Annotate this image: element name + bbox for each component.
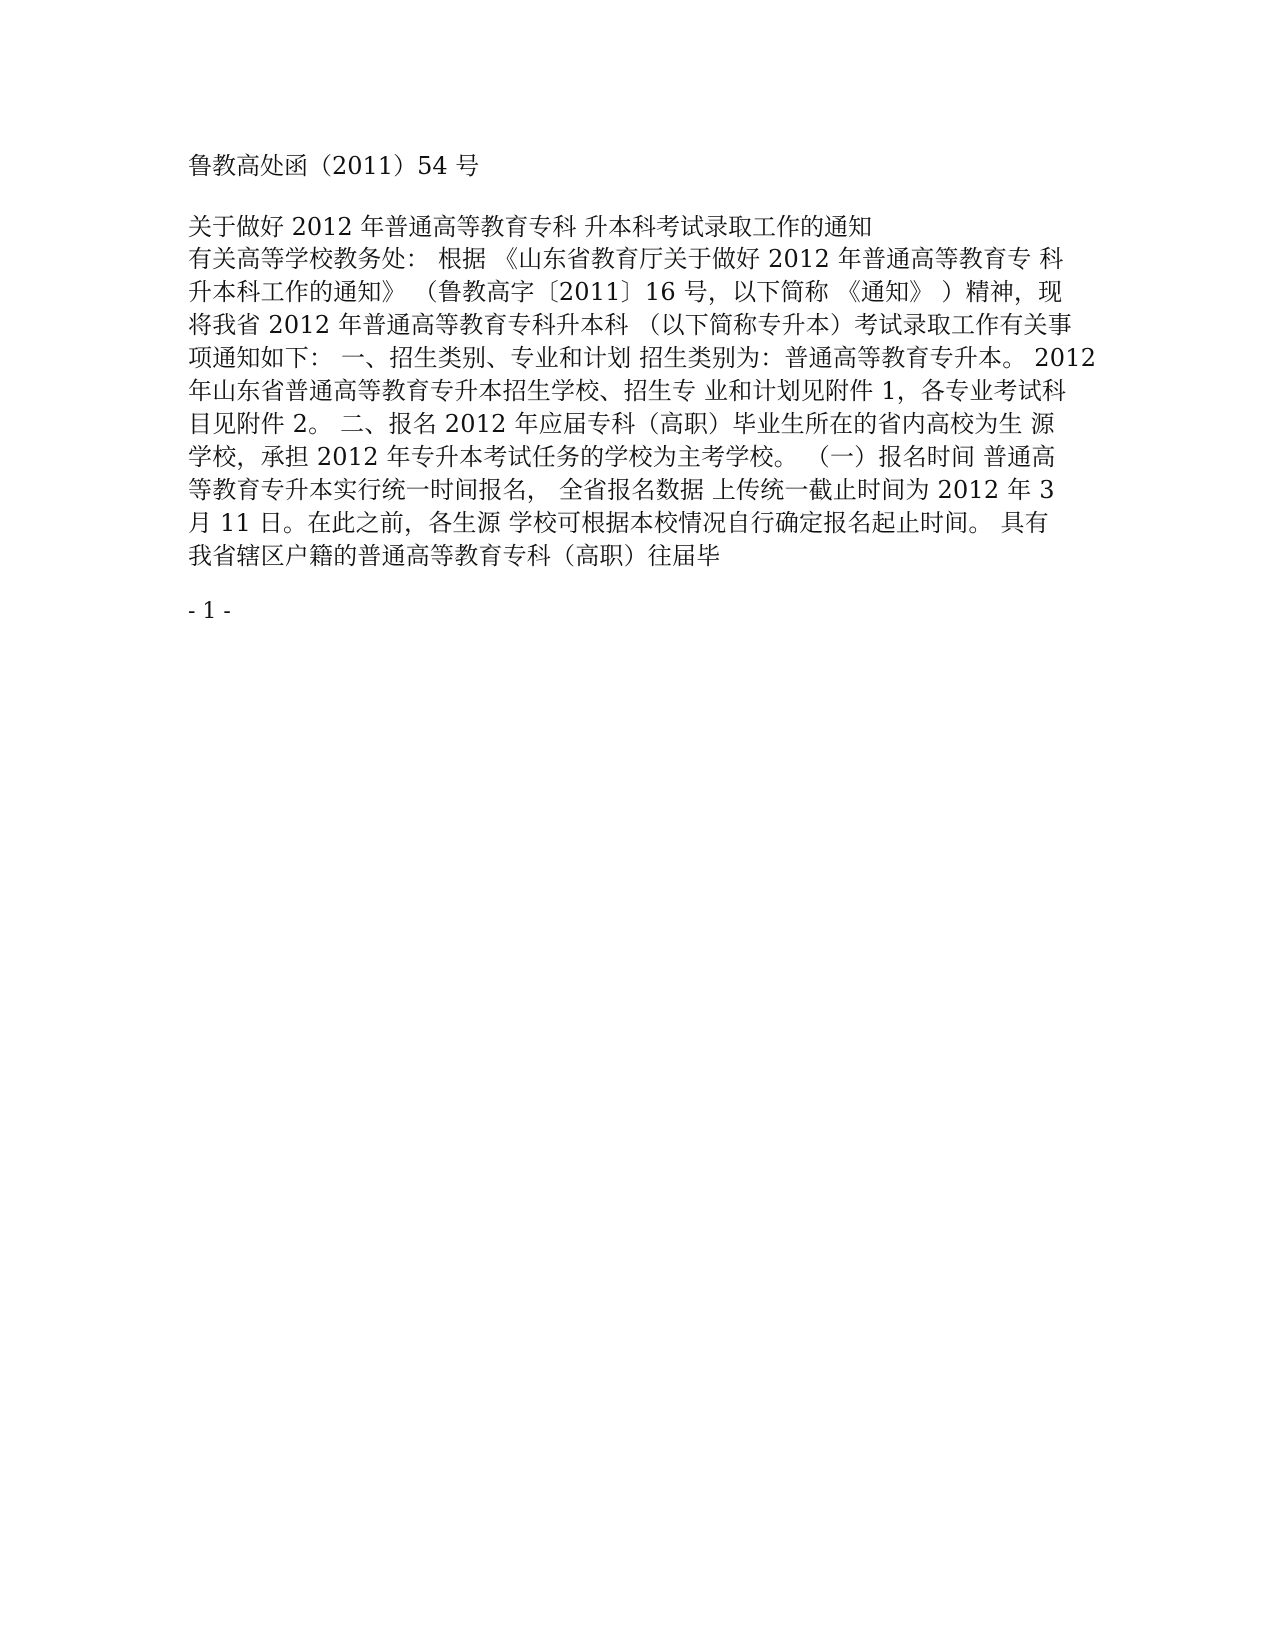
body-line: 有关高等学校教务处： 根据 《山东省教育厅关于做好 2012 年普通高等教育专 科 (188, 245, 1064, 273)
body-line: 等教育专升本实行统一时间报名， 全省报名数据 上传统一截止时间为 2012 年 3 (188, 476, 1055, 504)
document-body (188, 243, 1108, 573)
body-line: 年山东省普通高等教育专升本招生学校、招生专 业和计划见附件 1，各专业考试科 (188, 377, 1067, 405)
body-line: 月 11 日。在此之前，各生源 学校可根据本校情况自行确定报名起止时间。 具有 (188, 509, 1049, 537)
body-line: 我省辖区户籍的普通高等教育专科（高职）往届毕 (188, 542, 721, 570)
body-line: 目见附件 2。 二、报名 2012 年应届专科（高职）毕业生所在的省内高校为生 源 (188, 410, 1055, 438)
body-line: 升本科工作的通知》 （鲁教高字〔2011〕16 号，以下简称 《通知》 ）精神，现 (188, 278, 1063, 306)
body-line: 将我省 2012 年普通高等教育专科升本科 （以下简称专升本）考试录取工作有关事 (188, 311, 1072, 339)
page-number: - 1 - (188, 599, 231, 624)
document-title: 关于做好 2012 年普通高等教育专科 升本科考试录取工作的通知 (188, 213, 872, 241)
body-line: 项通知如下： 一、招生类别、专业和计划 招生类别为：普通高等教育专升本。 2012 (188, 344, 1097, 372)
document-number: 鲁教高处函（2011）54 号 (188, 152, 480, 180)
body-line: 学校，承担 2012 年专升本考试任务的学校为主考学校。 （一）报名时间 普通高 (188, 443, 1056, 471)
